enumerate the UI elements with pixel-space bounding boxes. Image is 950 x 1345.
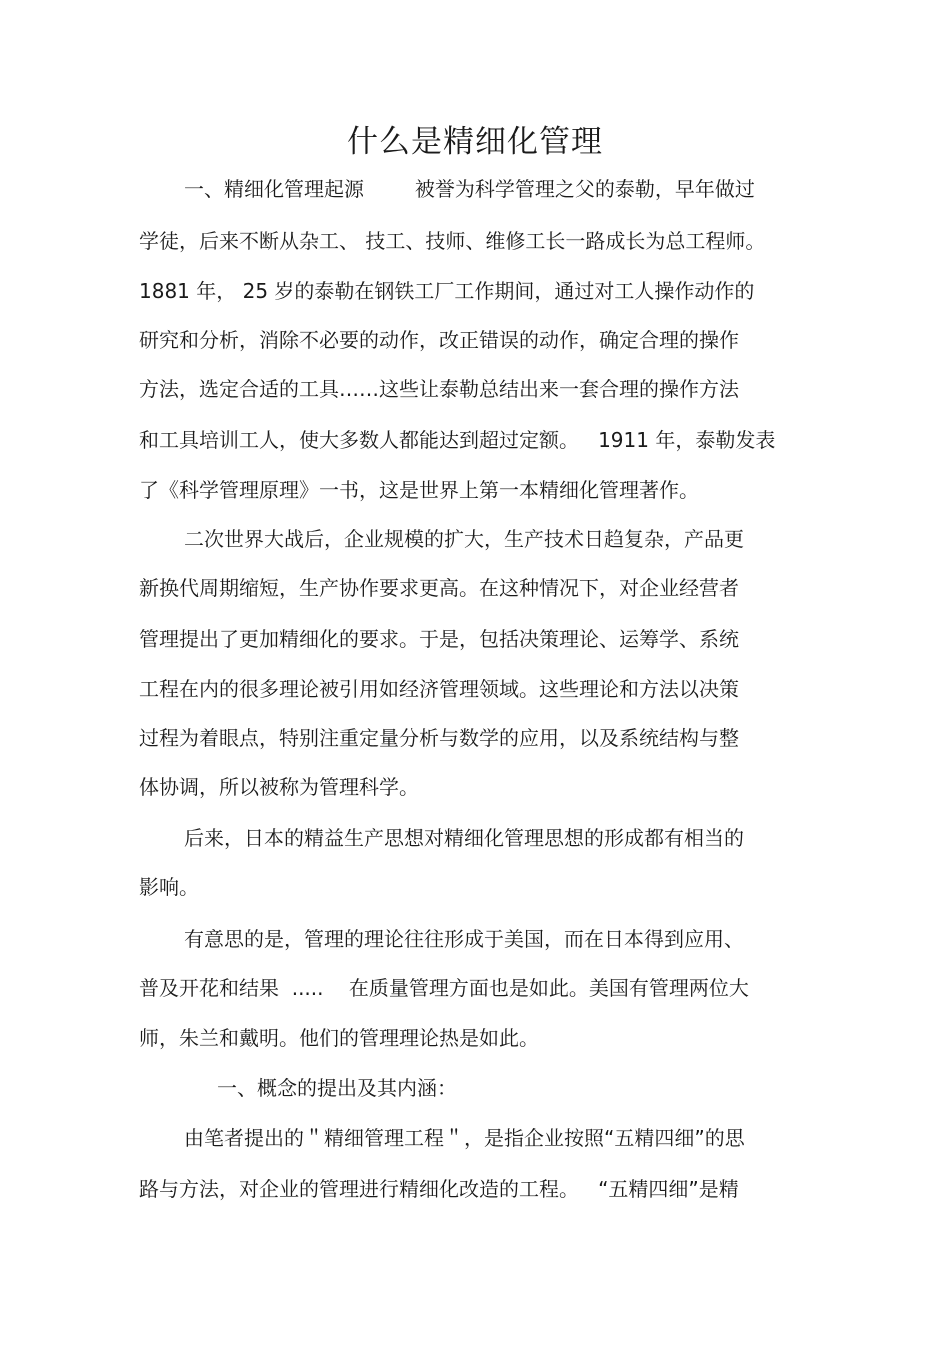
document-title: 什么是精细化管理 [347,124,603,160]
paragraph-line: 影响。 [139,875,199,899]
paragraph-line: 一、精细化管理起源 被誉为科学管理之父的泰勒，早年做过 [184,177,755,201]
paragraph-line: 工程在内的很多理论被引用如经济管理领域。这些理论和方法以决策 [139,677,739,701]
paragraph-line: 后来，日本的精益生产思想对精细化管理思想的形成都有相当的 [184,826,744,850]
paragraph-line: 研究和分析，消除不必要的动作，改正错误的动作，确定合理的操作 [139,328,739,352]
paragraph-line: 管理提出了更加精细化的要求。于是，包括决策理论、运筹学、系统 [139,627,739,651]
paragraph-line: 路与方法，对企业的管理进行精细化改造的工程。 “五精四细”是精 [139,1177,739,1201]
paragraph-line: 1881 年， 25 岁的泰勒在钢铁工厂工作期间，通过对工人操作动作的 [139,279,755,303]
paragraph-line: 了《科学管理原理》一书，这是世界上第一本精细化管理著作。 [139,478,699,502]
paragraph-line: 学徒，后来不断从杂工、 技工、技师、维修工长一路成长为总工程师。 [139,229,766,253]
paragraph-line: 由笔者提出的＂精细管理工程＂，是指企业按照“五精四细”的思 [184,1126,745,1150]
paragraph-line: 二次世界大战后，企业规模的扩大，生产技术日趋复杂，产品更 [184,527,744,551]
paragraph-line: 普及开花和结果 ..... 在质量管理方面也是如此。美国有管理两位大 [139,976,749,1000]
paragraph-line: 新换代周期缩短，生产协作要求更高。在这种情况下，对企业经营者 [139,576,739,600]
paragraph-line: 师，朱兰和戴明。他们的管理理论热是如此。 [139,1026,539,1050]
paragraph-line: 有意思的是，管理的理论往往形成于美国，而在日本得到应用、 [184,927,744,951]
section-heading: 一、概念的提出及其内涵： [217,1076,457,1100]
paragraph-line: 体协调，所以被称为管理科学。 [139,775,419,799]
paragraph-line: 过程为着眼点，特别注重定量分析与数学的应用，以及系统结构与整 [139,726,739,750]
paragraph-line: 和工具培训工人，使大多数人都能达到超过定额。 1911 年，泰勒发表 [139,428,776,452]
paragraph-line: 方法，选定合适的工具……这些让泰勒总结出来一套合理的操作方法 [139,377,739,401]
